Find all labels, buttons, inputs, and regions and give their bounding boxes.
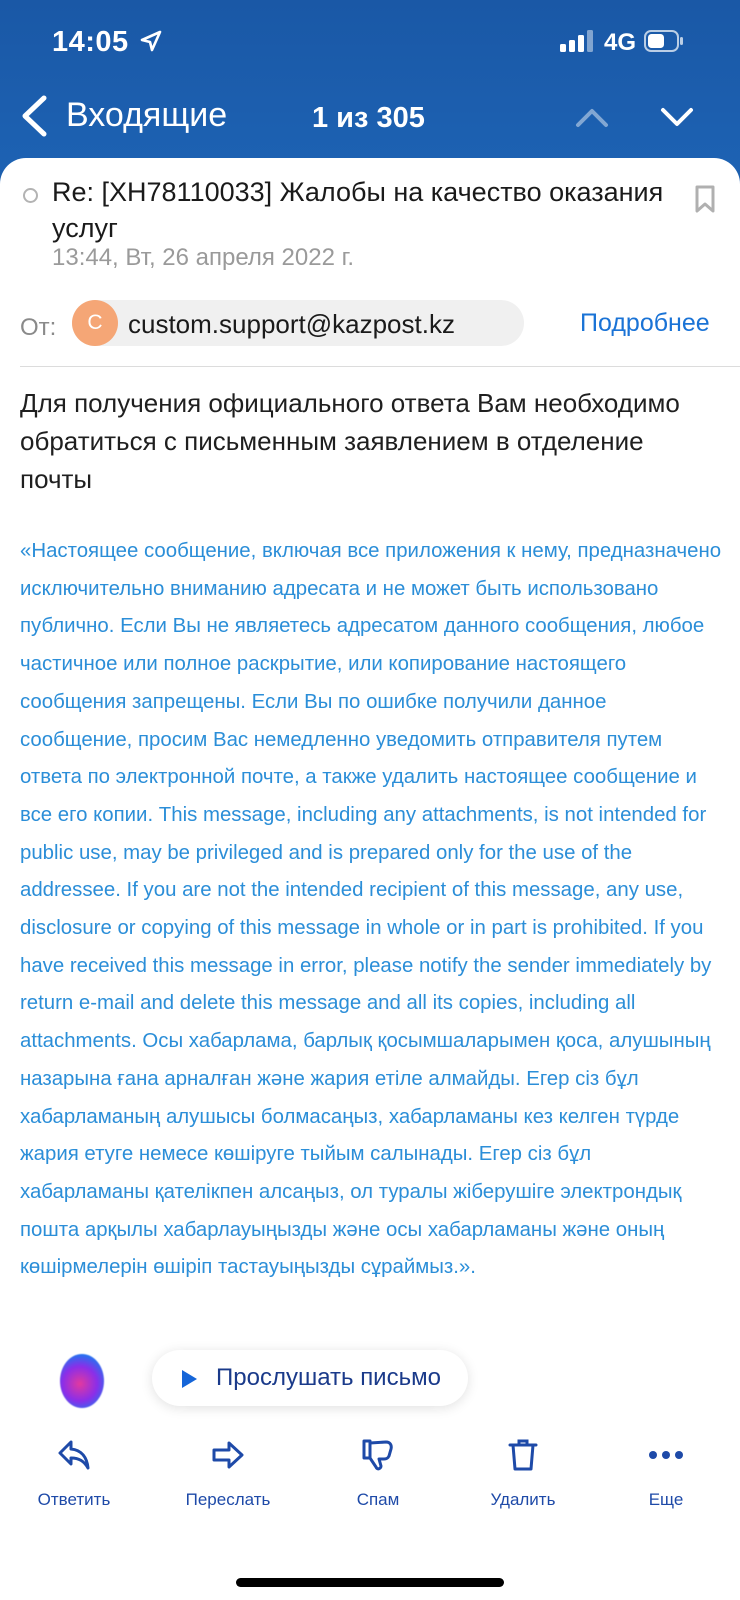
status-time: 14:05 <box>52 26 129 58</box>
divider <box>20 366 740 367</box>
spam-button[interactable] <box>318 1428 438 1510</box>
reply-button[interactable] <box>14 1428 134 1510</box>
bottom-toolbar <box>0 1428 740 1538</box>
signal-icon <box>560 30 596 57</box>
delete-button[interactable] <box>463 1428 583 1510</box>
message-disclaimer: «Настоящее сообщение, включая все приложения к нему, предназначено исключительно вниманию адресата и не может быть использовано публично. Если Вы не являетесь адресатом данного сообщения, любое частичное или полное раскрытие, или копирование настоящего сообщения запрещены. Если Вы по ошибке получили данное сообщение, просим Вас немедленно уведомить отправителя путем ответа по электронной почте, а также удалить настоящее сообщение и все его копии. This message, including any attachments, is not intended for public use, may be privileged and is prepared only for the use of the addressee. If you are not the intended recipient of this message, any use, disclosure or copying of this message in whole or in part is prohibited. If you have received this message in error, please notify the sender immediately by return e-mail and delete this message and all its copies, including all attachments. Осы хабарлама, барлық қосымшаларымен қоса, алушының назарына ғана арналған және жария етіле алмайды. Егер сіз бұл хабарламаның алушысы болмасаңыз, хабарламаны кез келген түрде жария етуге немесе көшіруге тыйым салынады. Егер сіз бұл хабарламаны қателікпен алсаңыз, ол туралы жіберушіге электрондық пошта арқылы хабарлауыңызды және осы хабарламаны және оның көшірмелерін өшіріп тастауыңызды сұраймыз.». <box>20 540 722 1279</box>
message-lead-text: Для получения официального ответа Вам необходимо обратиться с письменным заявлением в отделение почты <box>20 388 680 494</box>
from-label: От: <box>20 314 57 341</box>
read-status-dot[interactable] <box>23 188 38 203</box>
network-type: 4G <box>604 29 637 56</box>
chevron-up-icon[interactable] <box>575 106 609 133</box>
home-indicator <box>236 1578 504 1587</box>
bookmark-icon[interactable] <box>694 184 716 219</box>
avatar: C <box>72 300 118 346</box>
spam-label: Спам <box>356 1490 400 1509</box>
reply-icon <box>14 1428 134 1482</box>
voice-assistant-icon[interactable] <box>60 1354 104 1408</box>
forward-icon <box>168 1428 288 1482</box>
location-arrow-icon <box>140 30 162 57</box>
more-icon <box>606 1428 726 1482</box>
delete-label: Удалить <box>490 1490 556 1509</box>
battery-icon <box>644 30 684 57</box>
header <box>0 0 740 170</box>
sender-email: custom.support@kazpost.kz <box>128 309 455 339</box>
back-chevron-icon[interactable] <box>20 95 48 142</box>
forward-label: Переслать <box>185 1490 271 1509</box>
message-view <box>0 158 740 1600</box>
sender-chip[interactable] <box>72 300 524 346</box>
reply-label: Ответить <box>37 1490 111 1509</box>
listen-button-label: Прослушать письмо <box>216 1364 441 1391</box>
more-button[interactable] <box>606 1428 726 1510</box>
message-date: 13:44, Вт, 26 апреля 2022 г. <box>52 244 355 271</box>
chevron-down-icon[interactable] <box>660 106 694 133</box>
details-link[interactable]: Подробнее <box>580 309 710 337</box>
trash-icon <box>463 1428 583 1482</box>
message-counter: 1 из 305 <box>312 102 425 134</box>
back-button-label[interactable]: Входящие <box>66 96 228 134</box>
play-icon <box>180 1369 198 1394</box>
more-label: Еще <box>648 1490 684 1509</box>
forward-button[interactable] <box>168 1428 288 1510</box>
listen-button[interactable] <box>152 1350 468 1406</box>
spam-icon <box>318 1428 438 1482</box>
message-subject: Re: [XH78110033] Жалобы на качество оказания услуг <box>52 177 664 243</box>
